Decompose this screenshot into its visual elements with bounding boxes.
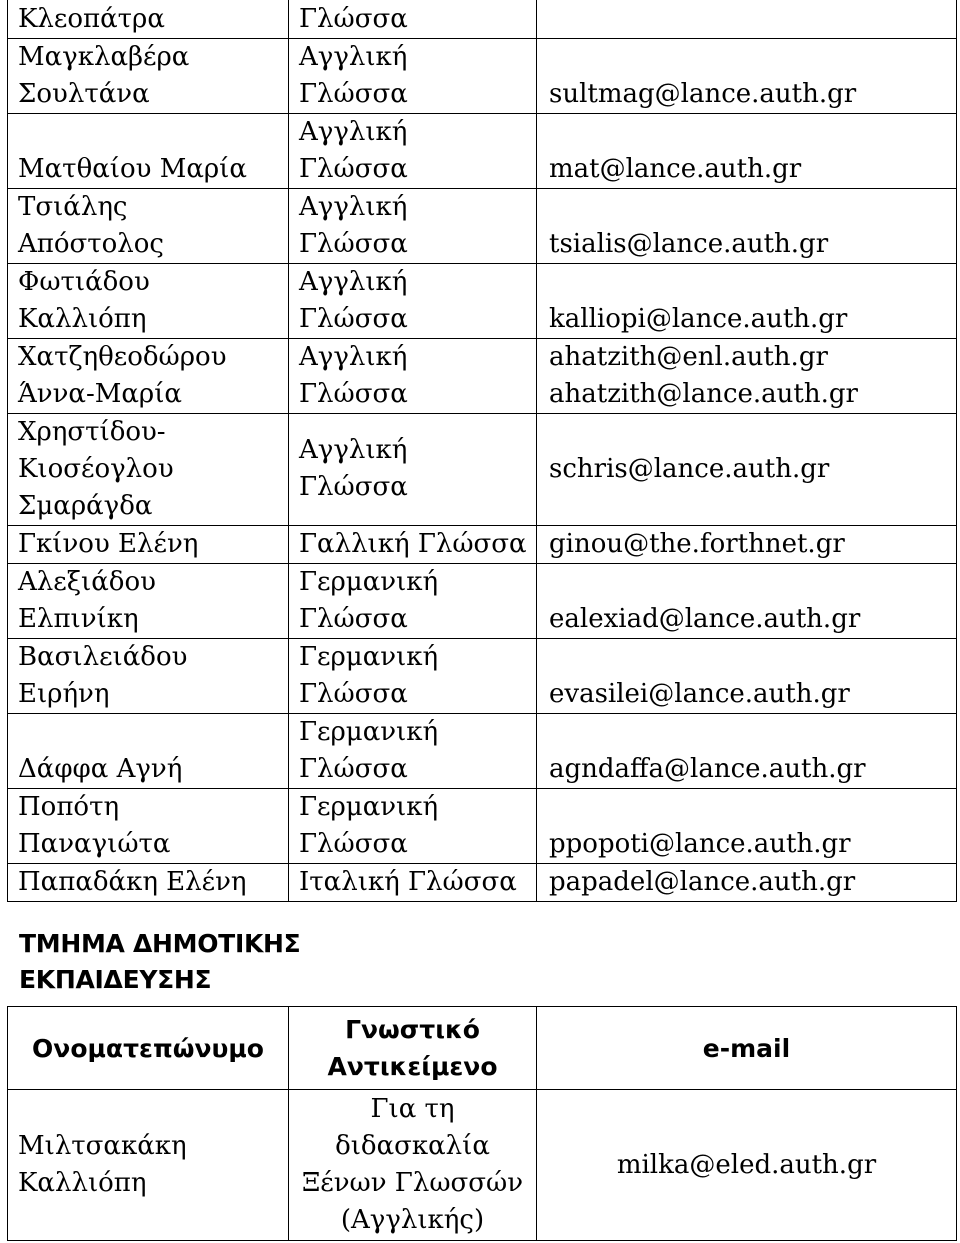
section-heading-line: ΤΜΗΜΑ ΔΗΜΟΤΙΚΗΣ [19,929,301,958]
cell-text-line: Αγγλική [299,266,408,297]
header-name [8,1007,289,1090]
cell-text-line: ahatzith@enl.auth.gr [549,341,828,372]
cell-text-line: Δάφφα Αγνή [18,753,183,784]
cell-subject [289,1090,537,1241]
cell-email [537,0,957,38]
staff-table [7,0,957,902]
cell-text-line: Γκίνου Ελένη [18,528,199,559]
section-heading-line: ΕΚΠΑΙΔΕΥΣΗΣ [19,965,212,994]
cell-name [8,38,289,113]
cell-name [8,188,289,263]
primary-table-body [8,1090,957,1241]
cell-email[interactable] [537,263,957,338]
section-heading [19,926,300,998]
staff-table-body [8,0,957,901]
cell-text-line: milka@eled.auth.gr [616,1149,877,1180]
table-row [8,38,957,113]
table-row [8,338,957,413]
cell-email[interactable] [537,38,957,113]
cell-text-line: Αντικείμενο [327,1052,498,1081]
cell-text-line: Τσιάλης [18,191,128,222]
cell-email[interactable] [537,788,957,863]
cell-text-line: Γλώσσα [299,472,408,502]
cell-text-line: Γλώσσα [299,3,408,34]
cell-name [8,638,289,713]
table-row [8,563,957,638]
cell-name [8,113,289,188]
cell-text-line: tsialis@lance.auth.gr [549,228,829,259]
cell-subject [289,713,537,788]
cell-text-line: Γερμανική [299,791,439,822]
cell-name [8,413,289,525]
cell-text-line: Για τη [370,1094,455,1124]
cell-email[interactable] [537,563,957,638]
cell-text-line: Αγγλική [299,191,408,222]
table-row [8,263,957,338]
table-row [8,525,957,563]
cell-subject [289,263,537,338]
cell-name [8,863,289,901]
cell-subject [289,0,537,38]
cell-text-line: Άννα-Μαρία [18,378,182,409]
cell-text-line: Βασιλειάδου [18,641,188,672]
cell-text-line: Απόστολος [18,228,164,259]
cell-text-line: Γερμανική [299,716,439,747]
cell-name [8,788,289,863]
table-row [8,188,957,263]
cell-text-line: schris@lance.auth.gr [549,453,830,484]
cell-subject [289,413,537,525]
cell-text-line: (Αγγλικής) [340,1205,485,1235]
cell-text-line: mat@lance.auth.gr [549,153,802,184]
cell-text-line: Καλλιόπη [18,1168,147,1198]
cell-text-line: Φωτιάδου [18,266,150,297]
cell-text-line: Γαλλική Γλώσσα [299,528,527,559]
table-row [8,113,957,188]
cell-text-line: ealexiad@lance.auth.gr [549,603,861,634]
cell-text-line: Ιταλική Γλώσσα [299,866,517,897]
table-row [8,0,957,38]
cell-email[interactable] [537,713,957,788]
cell-text-line: Γλώσσα [299,378,408,409]
table-row [8,863,957,901]
cell-text-line: Καλλιόπη [18,303,147,334]
cell-text-line: ahatzith@lance.auth.gr [549,378,858,409]
primary-education-table [7,1006,957,1241]
header-row [8,1007,957,1090]
cell-text-line: Γλώσσα [299,228,408,259]
cell-text-line: Αγγλική [299,435,408,465]
cell-text-line: Γλώσσα [299,303,408,334]
cell-text-line: Αγγλική [299,116,408,147]
cell-email[interactable] [537,338,957,413]
cell-subject [289,863,537,901]
cell-text-line: evasilei@lance.auth.gr [549,678,850,709]
cell-text-line: Γλώσσα [299,603,408,634]
cell-name [8,338,289,413]
cell-text-line: Γνωστικό [345,1015,480,1044]
cell-text-line: Χατζηθεοδώρου [18,341,227,372]
cell-text-line: Σμαράγδα [18,490,153,521]
cell-text-line: e-mail [702,1033,791,1063]
table-row [8,713,957,788]
cell-email[interactable] [537,1090,957,1241]
cell-text-line: Χρηστίδου- [18,416,166,447]
table-row [8,413,957,525]
cell-text-line: papadel@lance.auth.gr [549,866,856,897]
cell-text-line: Παναγιώτα [18,828,171,859]
cell-subject [289,638,537,713]
cell-email[interactable] [537,413,957,525]
cell-text-line: Σουλτάνα [18,78,150,109]
cell-name [8,713,289,788]
cell-email[interactable] [537,863,957,901]
cell-text-line: ginou@the.forthnet.gr [549,528,845,559]
cell-text-line: Αγγλική [299,341,408,372]
cell-text-line: ppopoti@lance.auth.gr [549,828,851,859]
cell-text-line: Αγγλική [299,41,408,72]
cell-text-line: Αλεξιάδου [18,566,156,597]
cell-text-line: Ξένων Γλωσσών [301,1168,524,1198]
cell-text-line: Ειρήνη [18,678,110,709]
table-row [8,1090,957,1241]
cell-text-line: Ελπινίκη [18,603,139,634]
cell-text-line: Γερμανική [299,641,439,672]
cell-email[interactable] [537,188,957,263]
cell-name [8,563,289,638]
cell-text-line: Γλώσσα [299,78,408,109]
cell-text-line: sultmag@lance.auth.gr [549,78,857,109]
cell-email[interactable] [537,525,957,563]
cell-text-line: Γερμανική [299,566,439,597]
cell-text-line: Κλεοπάτρα [18,3,165,34]
cell-text-line: Γλώσσα [299,153,408,184]
cell-name [8,263,289,338]
cell-subject [289,563,537,638]
cell-email[interactable] [537,113,957,188]
cell-text-line: Μαγκλαβέρα [18,41,190,72]
cell-subject [289,113,537,188]
table-row [8,788,957,863]
cell-text-line: Παπαδάκη Ελένη [18,866,247,897]
cell-text-line: Κιοσέογλου [18,453,174,484]
cell-text-line: διδασκαλία [335,1131,490,1161]
cell-subject [289,525,537,563]
cell-text-line: Γλώσσα [299,828,408,859]
cell-text-line: Γλώσσα [299,678,408,709]
cell-text-line: Μιλτσακάκη [18,1131,187,1161]
header-email [537,1007,957,1090]
cell-text-line: agndaffa@lance.auth.gr [549,753,866,784]
cell-subject [289,188,537,263]
cell-text-line: Ποπότη [18,791,120,822]
cell-subject [289,38,537,113]
cell-subject [289,788,537,863]
cell-name [8,1090,289,1241]
cell-text-line: Ονοματεπώνυμο [32,1033,264,1063]
cell-name [8,525,289,563]
header-subject [289,1007,537,1090]
table-row [8,638,957,713]
cell-name [8,0,289,38]
cell-email[interactable] [537,638,957,713]
cell-text-line: kalliopi@lance.auth.gr [549,303,848,334]
cell-text-line: Γλώσσα [299,753,408,784]
cell-text-line: Ματθαίου Μαρία [18,153,247,184]
cell-subject [289,338,537,413]
